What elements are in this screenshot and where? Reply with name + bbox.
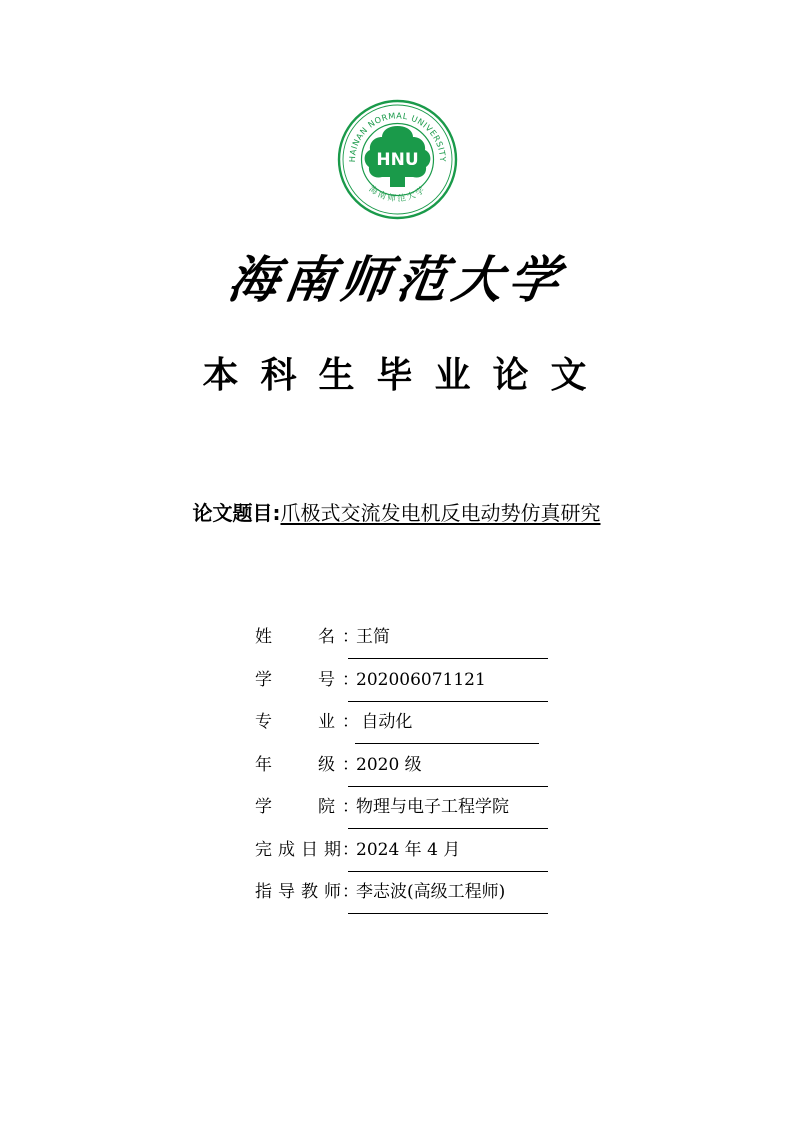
info-label-char: 日 bbox=[301, 839, 318, 860]
info-label-char: 院 bbox=[318, 797, 335, 817]
info-label-char: 导 bbox=[278, 882, 295, 902]
info-label-char: 教 bbox=[301, 882, 318, 902]
info-label-char: 完 bbox=[255, 839, 272, 860]
info-colon: ： bbox=[342, 839, 359, 860]
info-label bbox=[255, 796, 335, 818]
emblem-ring-text-en: HAINAN NORMAL UNIVERSITY bbox=[346, 110, 449, 163]
info-label-char: 专 bbox=[255, 712, 272, 732]
info-value-grade: 2020 级 bbox=[356, 754, 422, 775]
info-colon: ： bbox=[342, 712, 359, 732]
info-label bbox=[255, 839, 341, 861]
info-row-advisor bbox=[255, 873, 575, 916]
info-colon: ： bbox=[342, 797, 359, 817]
thesis-title-row bbox=[0, 498, 793, 528]
info-underline bbox=[348, 871, 548, 872]
info-row-college bbox=[255, 788, 575, 831]
info-label-char: 期 bbox=[324, 839, 341, 860]
info-label-char: 姓 bbox=[255, 627, 272, 647]
info-row-student-id bbox=[255, 661, 575, 704]
thesis-title-label: 论文题目: bbox=[192, 501, 281, 525]
info-value-student-id: 202006071121 bbox=[356, 669, 486, 690]
info-value-advisor: 李志波(高级工程师) bbox=[356, 882, 506, 902]
info-colon: ： bbox=[342, 627, 359, 647]
info-colon: ： bbox=[342, 882, 359, 902]
info-underline bbox=[348, 828, 548, 829]
university-emblem bbox=[337, 99, 458, 220]
info-value-completion-date: 2024 年 4 月 bbox=[356, 839, 461, 860]
info-underline bbox=[348, 913, 548, 914]
thesis-title-value: 爪极式交流发电机反电动势仿真研究 bbox=[280, 501, 601, 525]
info-label bbox=[255, 711, 335, 733]
info-underline bbox=[348, 701, 548, 702]
info-label-char: 学 bbox=[255, 797, 272, 817]
tree-icon bbox=[365, 126, 431, 187]
info-label-char: 学 bbox=[255, 669, 272, 690]
info-underline bbox=[355, 743, 539, 744]
info-label bbox=[255, 626, 335, 648]
university-name: 海南师范大学 bbox=[224, 250, 569, 309]
info-label-char: 指 bbox=[255, 882, 272, 902]
info-row-completion-date bbox=[255, 831, 575, 874]
info-label-char: 师 bbox=[324, 882, 341, 902]
emblem-ring-text-cn: 海南师范大学 bbox=[366, 184, 429, 205]
emblem-center-mark: HNU bbox=[376, 150, 419, 170]
info-value-name: 王简 bbox=[356, 627, 390, 647]
info-label-char: 级 bbox=[318, 754, 335, 775]
info-label-char: 成 bbox=[278, 839, 295, 860]
thesis-type-heading: 本科生毕业论文 bbox=[202, 355, 609, 396]
info-label-char: 号 bbox=[318, 669, 335, 690]
info-label-char: 年 bbox=[255, 754, 272, 775]
info-label bbox=[255, 881, 341, 903]
info-value-college: 物理与电子工程学院 bbox=[356, 797, 509, 817]
info-colon: ： bbox=[342, 669, 359, 690]
info-row-grade bbox=[255, 746, 575, 789]
info-label bbox=[255, 669, 335, 691]
info-underline bbox=[348, 658, 548, 659]
info-value-major: 自动化 bbox=[356, 712, 413, 732]
info-label-char: 业 bbox=[318, 712, 335, 732]
info-colon: ： bbox=[342, 754, 359, 775]
info-label-char: 名 bbox=[318, 627, 335, 647]
info-label bbox=[255, 754, 335, 776]
student-info-block bbox=[255, 618, 575, 916]
info-row-name bbox=[255, 618, 575, 661]
info-underline bbox=[348, 786, 548, 787]
info-row-major bbox=[255, 703, 575, 746]
